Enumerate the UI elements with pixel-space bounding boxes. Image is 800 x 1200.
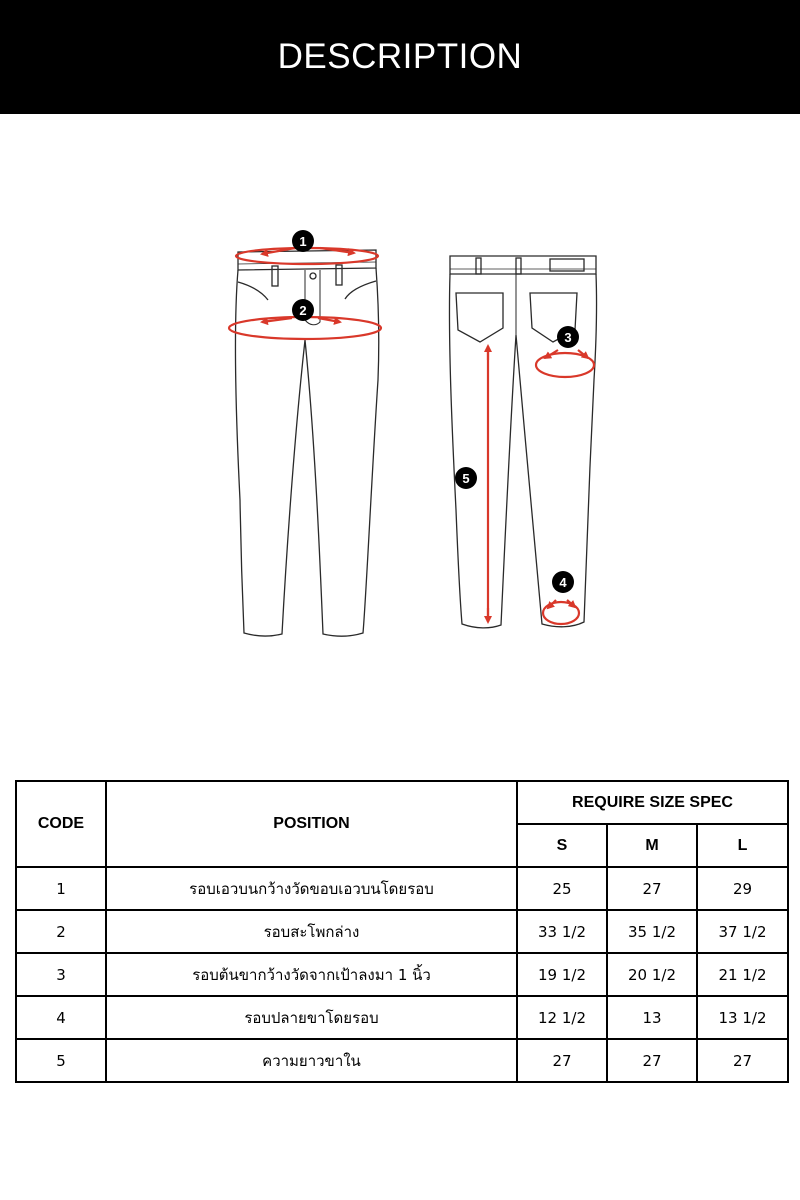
- cell-position: รอบปลายขาโดยรอบ: [106, 996, 517, 1039]
- table-header-row: [16, 781, 788, 824]
- marker-1: [292, 230, 314, 252]
- size-spec-table: [15, 780, 789, 1083]
- cell-code: 4: [16, 996, 106, 1039]
- cell-code: 1: [16, 867, 106, 910]
- cell-size-m: 20 1/2: [607, 953, 697, 996]
- cell-size-l: 29: [697, 867, 788, 910]
- cell-code: 2: [16, 910, 106, 953]
- svg-text:5: 5: [462, 471, 470, 486]
- cell-size-l: 21 1/2: [697, 953, 788, 996]
- cell-size-s: 12 1/2: [517, 996, 607, 1039]
- header-position: POSITION: [106, 781, 517, 867]
- cell-size-l: 37 1/2: [697, 910, 788, 953]
- marker-5: [455, 467, 477, 489]
- cell-size-m: 27: [607, 867, 697, 910]
- cell-size-s: 33 1/2: [517, 910, 607, 953]
- svg-text:2: 2: [299, 303, 307, 318]
- marker-3: [557, 326, 579, 348]
- pants-measurement-illustration: [0, 200, 800, 660]
- marker-2: [292, 299, 314, 321]
- cell-code: 3: [16, 953, 106, 996]
- header-require-size-spec: REQUIRE SIZE SPEC: [517, 781, 788, 824]
- cell-position: รอบเอวบนกว้างวัดขอบเอวบนโดยรอบ: [106, 867, 517, 910]
- measure-thigh: [536, 350, 594, 377]
- cell-size-s: 19 1/2: [517, 953, 607, 996]
- table-row: [16, 1039, 788, 1082]
- header-size-l: L: [697, 824, 788, 867]
- marker-4: [552, 571, 574, 593]
- cell-size-l: 13 1/2: [697, 996, 788, 1039]
- table-row: [16, 953, 788, 996]
- measure-hem: [543, 600, 579, 624]
- table-row: [16, 910, 788, 953]
- back-pants-drawing: [449, 256, 596, 628]
- table-row: [16, 996, 788, 1039]
- header-size-s: S: [517, 824, 607, 867]
- cell-size-l: 27: [697, 1039, 788, 1082]
- cell-position: รอบต้นขากว้างวัดจากเป้าลงมา 1 นิ้ว: [106, 953, 517, 996]
- page-title: DESCRIPTION: [277, 37, 523, 76]
- cell-position: ความยาวขาใน: [106, 1039, 517, 1082]
- cell-size-s: 27: [517, 1039, 607, 1082]
- cell-size-m: 27: [607, 1039, 697, 1082]
- cell-position: รอบสะโพกล่าง: [106, 910, 517, 953]
- table-row: [16, 867, 788, 910]
- svg-text:3: 3: [564, 330, 572, 345]
- cell-size-m: 13: [607, 996, 697, 1039]
- header-bar: [0, 0, 800, 114]
- cell-code: 5: [16, 1039, 106, 1082]
- cell-size-s: 25: [517, 867, 607, 910]
- cell-size-m: 35 1/2: [607, 910, 697, 953]
- header-code: CODE: [16, 781, 106, 867]
- svg-text:1: 1: [299, 234, 307, 249]
- svg-text:4: 4: [559, 575, 567, 590]
- header-size-m: M: [607, 824, 697, 867]
